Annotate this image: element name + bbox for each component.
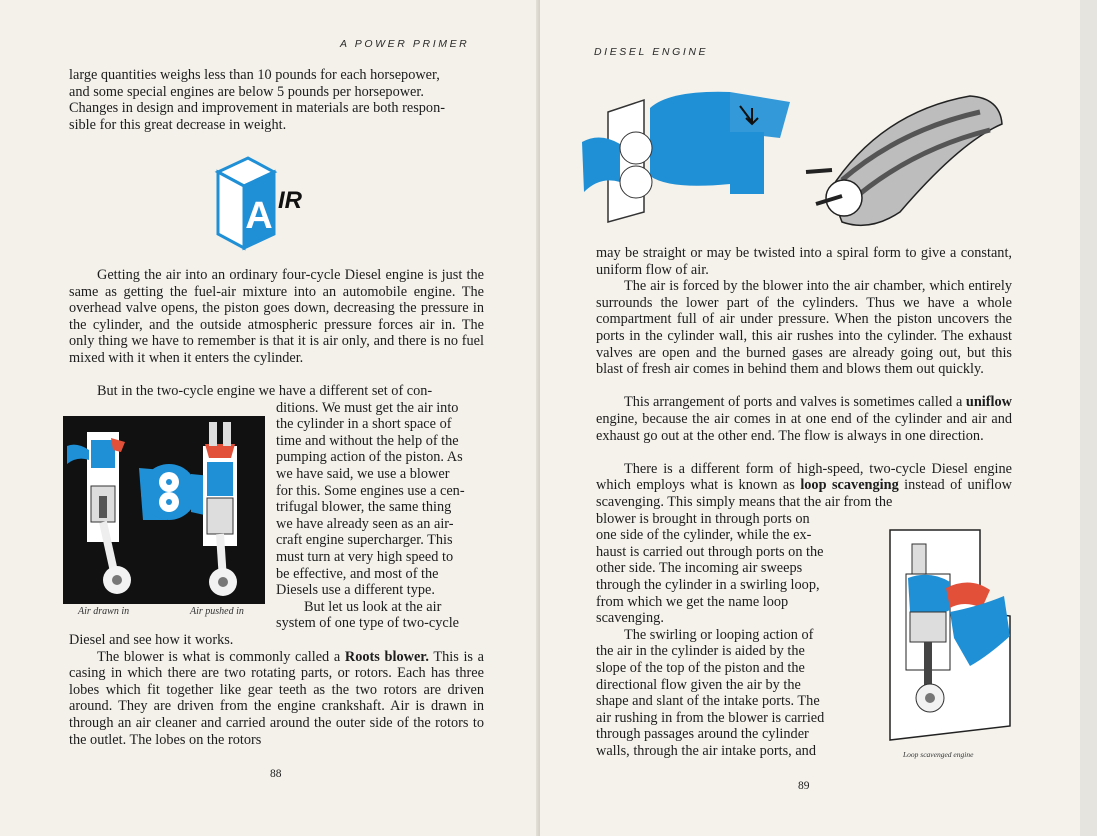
rotor-lobe-top (620, 132, 652, 164)
text-line: time and without the help of the (276, 432, 459, 449)
right-valve (209, 422, 217, 446)
four-cycle-paragraph: Getting the air into an ordinary four-cycle Diesel engine is just the same as getting the fuel-air mixture into an automobile engine. The overhead valve opens, the piston goes down, decreasing the pressure in the cylinder, and the outside atmospheric pressure forces air in. The only thing we have to remember is that it is air only, and there is no fuel mixed with it when it enters the cylinder. (69, 267, 484, 366)
text-line: large quantities weighs less than 10 pounds for each horsepower, (69, 67, 440, 83)
caption-air-pushed-in: Air pushed in (190, 606, 244, 617)
rotor-lobe-bottom (620, 166, 652, 198)
roots-blower-term: Roots blower. (344, 648, 429, 665)
page-number-left: 88 (270, 768, 282, 780)
text-line: we have said, we use a blower (276, 465, 450, 482)
text-line: must turn at very high speed to (276, 548, 454, 565)
side-column-left (276, 400, 485, 632)
text-line: sible for this great decrease in weight. (69, 116, 287, 133)
text-line: and some special engines are below 5 pounds per horsepower. (69, 83, 424, 100)
loop-scavenging-paragraph: There is a different form of high-speed, two-cycle Diesel engine which employs what is known as loop scavenging instead of uniflow scavenging. This simply means that the air from the (596, 460, 1012, 510)
roots-blower-paragraph: The blower is what is commonly called a Roots blower. This is a casing in which there are two rotating parts, or rotors. Each has three lobes which fit together like gear teeth as the two rotors are driven around. They are driven from the engine crankshaft. Air is drawn in through an air cleaner and carried around the outer side of the rotors to the outlet. The lobes on the rotors (69, 648, 485, 748)
text-line: slope of the top of the piston and the (596, 659, 805, 676)
text-line: walls, through the air intake ports, and (596, 742, 816, 759)
air-logo-a: A (245, 195, 273, 237)
text-line: the air in the cylinder is aided by the (596, 643, 805, 660)
text-line: pumping action of the piston. As (276, 449, 463, 466)
roots-blower-rotors-illustration (580, 72, 1020, 232)
text-line: for this. Some engines use a cen- (276, 482, 465, 499)
text-line: trifugal blower, the same thing (276, 499, 452, 516)
running-head-right: DIESEL ENGINE (594, 46, 709, 58)
text-line: one side of the cylinder, while the ex- (596, 527, 812, 544)
two-cycle-lead-line: But in the two-cycle engine we have a different set of con- (97, 383, 433, 399)
text-line: haust is carried out through ports on the (596, 543, 824, 560)
page-number-right: 89 (798, 780, 810, 792)
text-line: we have already seen as an air- (276, 515, 454, 532)
running-head-left: A POWER PRIMER (340, 38, 470, 50)
text-line: shape and slant of the intake ports. The (596, 693, 820, 710)
scan-edge (1080, 0, 1097, 836)
left-page (0, 0, 540, 836)
air-chamber-paragraph: The air is forced by the blower into the air chamber, which entirely surrounds the lower part of the cylinders. Thus we have a whole compartment full of air under pressure. When the piston uncovers the ports in the cylinder wall, this air rushes into the cylinder. The exhaust valves are open and the burned gases are already going out, but this blast of fresh air comes in behind them and blows them out quickly. (596, 278, 1012, 378)
loop-piston (910, 612, 946, 642)
side-column-right (596, 511, 846, 760)
right-exhaust (205, 444, 235, 458)
uniflow-term: uniflow (965, 394, 1012, 411)
text-line: from which we get the name loop (596, 593, 789, 610)
loop-scavenging-term: loop scavenging (800, 477, 899, 494)
text-line: craft engine supercharger. This (276, 532, 453, 549)
injector (912, 544, 926, 574)
air-cube-icon (210, 150, 340, 250)
text-line: through passages around the cylinder (596, 726, 809, 743)
right-piston (207, 498, 233, 534)
loop-scavenged-engine-diagram (870, 526, 1020, 746)
uniflow-paragraph: This arrangement of ports and valves is sometimes called a uniflow engine, because the air comes in at one end of the cylinder and air and exhaust go out at the other end. The flow is always in one direction. (596, 394, 1012, 444)
text-line: ditions. We must get the air into (276, 399, 459, 416)
text-line: The swirling or looping action of (624, 626, 814, 643)
caption-loop-scavenged: Loop scavenged engine (903, 750, 974, 759)
straight-spiral-paragraph: may be straight or may be twisted into a spiral form to give a constant, uniform flow of air. (596, 245, 1012, 278)
blower-outlet-air (730, 92, 790, 138)
text-line: blower is brought in through ports on (596, 510, 810, 527)
right-page (540, 0, 1080, 836)
air-logo-ir: IR (278, 187, 302, 214)
text-line: system of one type of two-cycle (276, 615, 460, 632)
blower-diagram (63, 416, 265, 604)
text-line: Changes in design and improvement in materials are both respon- (69, 100, 445, 117)
blower-rotor-blue (650, 92, 730, 186)
text-line: other side. The incoming air sweeps (596, 560, 803, 577)
text-line: be effective, and most of the (276, 565, 439, 582)
caption-air-drawn-in: Air drawn in (78, 606, 130, 617)
text-line: But let us look at the air (304, 598, 442, 615)
text-line: directional flow given the air by the (596, 676, 801, 693)
loop-air-swirl (908, 575, 950, 616)
left-cylinder-air (91, 440, 115, 468)
text-line: air rushing in from the blower is carried (596, 709, 825, 726)
text-line: through the cylinder in a swirling loop, (596, 576, 820, 593)
text-line: scavenging. (596, 610, 664, 627)
intro-paragraph (69, 67, 484, 133)
text-line: Diesels use a different type. (276, 582, 435, 599)
right-cylinder-air (207, 462, 233, 496)
air-chamber-duct (730, 132, 764, 194)
after-figure-line: Diesel and see how it works. (69, 632, 234, 648)
text-line: the cylinder in a short space of (276, 416, 452, 433)
